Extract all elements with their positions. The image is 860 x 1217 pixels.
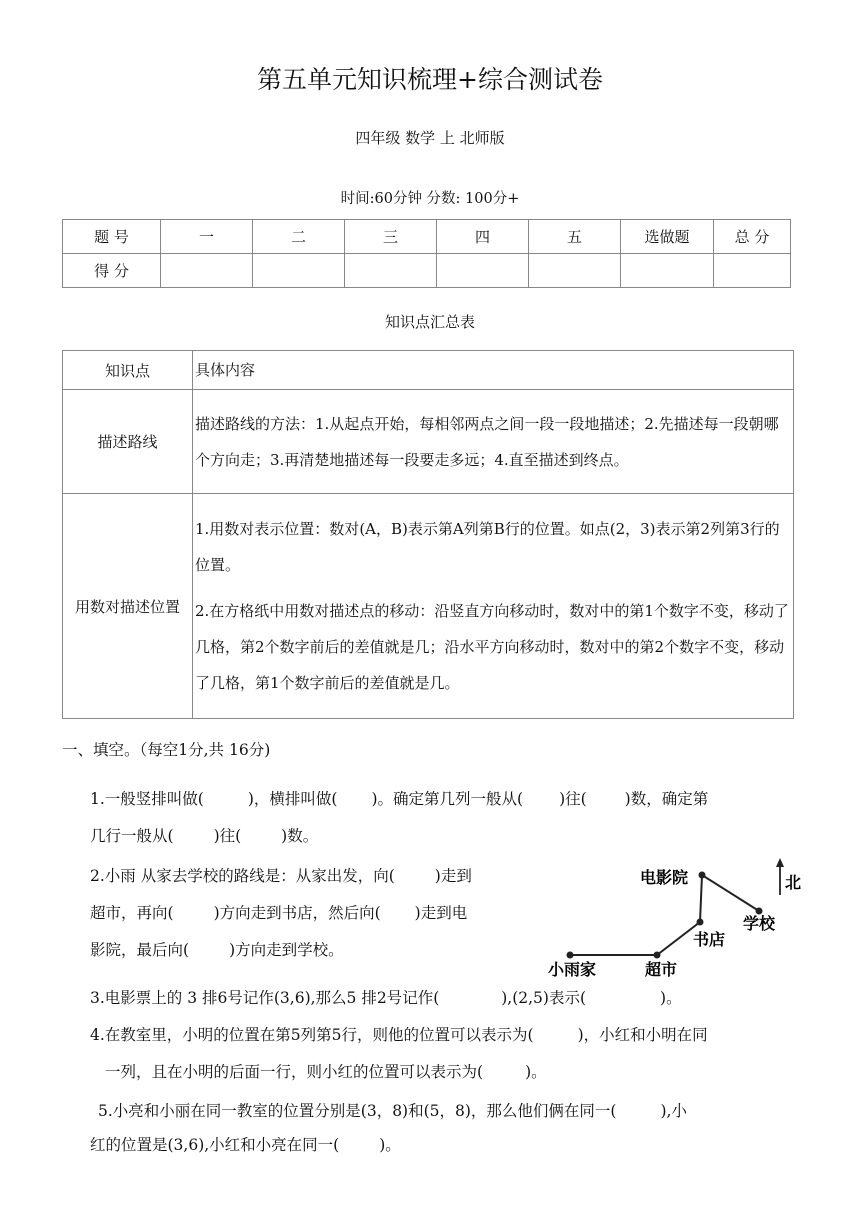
question-text: 红的位置是(3,6),小红和小亮在同一( — [90, 1136, 340, 1154]
question-5-line2 — [90, 1127, 401, 1163]
knowledge-point: 用数对描述位置 — [63, 494, 193, 719]
section-heading: 一、填空。（每空1分,共 16分) — [62, 741, 271, 759]
question-text: 4.在教室里，小明的位置在第5列第5行，则他的位置可以表示为( — [90, 1026, 534, 1044]
score-header-cell: 五 — [529, 220, 621, 254]
score-table — [62, 219, 791, 288]
question-text: )方向走到书店，然后向( — [213, 904, 381, 922]
question-text: ),小 — [660, 1102, 687, 1120]
question-text: 1.一般竖排叫做( — [90, 790, 204, 808]
label-cinema: 电影院 — [640, 868, 689, 887]
score-header-cell: 二 — [253, 220, 345, 254]
time-score-line: 时间:60分钟 分数: 100分+ — [340, 191, 520, 207]
knowledge-content: 描述路线的方法：1.从起点开始，每相邻两点之间一段一段地描述；2.先描述每一段朝哪个方向走；3.再清楚地描述每一段要走多远；4.直至描述到终点。 — [193, 390, 794, 494]
question-1 — [90, 781, 810, 817]
question-4-line2 — [105, 1054, 547, 1090]
knowledge-table-title: 知识点汇总表 — [384, 313, 475, 331]
score-row — [63, 254, 791, 288]
score-header-cell: 四 — [437, 220, 529, 254]
score-header-cell: 题 号 — [63, 220, 161, 254]
score-header-row — [63, 220, 791, 254]
score-cell[interactable] — [529, 254, 621, 288]
score-cell[interactable] — [621, 254, 714, 288]
question-text: 超市，再向( — [90, 904, 174, 922]
score-cell[interactable] — [161, 254, 253, 288]
score-cell[interactable] — [345, 254, 437, 288]
question-2 — [90, 858, 472, 894]
question-2-line3 — [90, 932, 344, 968]
route-map — [545, 855, 810, 985]
label-north: 北 — [785, 873, 802, 892]
content-col-header: 具体内容 — [193, 351, 794, 390]
home-point — [567, 952, 574, 959]
question-text: )走到电 — [414, 904, 468, 922]
question-text: )往( — [559, 790, 587, 808]
knowledge-content — [193, 494, 794, 719]
knowledge-row — [63, 494, 794, 719]
knowledge-table — [62, 350, 794, 719]
score-cell[interactable] — [253, 254, 345, 288]
route-line — [570, 875, 759, 955]
knowledge-content-para: 2.在方格纸中用数对描述点的移动：沿竖直方向移动时，数对中的第1个数字不变，移动了几格，第2个数字前后的差值就是几；沿水平方向移动时，数对中的第2个数字不变，移动了几格，第1个数字前后的差值就是几。 — [195, 602, 789, 692]
page-title: 第五单元知识梳理+综合测试卷 — [257, 65, 603, 94]
question-5 — [98, 1093, 687, 1129]
knowledge-header-row — [63, 351, 794, 390]
score-header-cell: 一 — [161, 220, 253, 254]
question-text: 几行一般从( — [90, 827, 174, 845]
label-bookstore: 书店 — [693, 930, 726, 949]
score-header-cell: 总 分 — [714, 220, 791, 254]
score-cell[interactable] — [714, 254, 791, 288]
question-text: )，横排叫做( — [247, 790, 338, 808]
north-arrow-head-icon — [776, 858, 784, 867]
question-text: )数，确定第 — [624, 790, 709, 808]
question-text: 2.小雨 从家去学校的路线是：从家出发，向( — [90, 867, 395, 885]
score-header-cell: 三 — [345, 220, 437, 254]
question-4 — [90, 1017, 708, 1053]
question-2-line2 — [90, 895, 467, 931]
label-supermarket: 超市 — [645, 960, 678, 979]
question-text: )。确定第几列一般从( — [371, 790, 524, 808]
knowledge-content-para: 1.用数对表示位置：数对(A，B)表示第A列第B行的位置。如点(2，3)表示第2列第3行的位置。 — [195, 520, 780, 574]
knowledge-point: 描述路线 — [63, 390, 193, 494]
question-text: )方向走到学校。 — [229, 941, 344, 959]
knowledge-row — [63, 390, 794, 494]
question-text: )。 — [525, 1063, 547, 1081]
score-row-label: 得 分 — [63, 254, 161, 288]
cinema-point — [699, 872, 706, 879]
question-1-line2 — [90, 818, 318, 854]
question-text: )往( — [213, 827, 242, 845]
question-text: 一列，且在小明的后面一行，则小红的位置可以表示为( — [105, 1063, 484, 1081]
supermarket-point — [654, 952, 661, 959]
knowledge-col-header: 知识点 — [63, 351, 193, 390]
score-cell[interactable] — [437, 254, 529, 288]
question-text: ),(2,5)表示( — [501, 989, 587, 1007]
bookstore-point — [697, 919, 704, 926]
question-text: 3.电影票上的 3 排6号记作(3,6),那么5 排2号记作( — [90, 989, 440, 1007]
label-home: 小雨家 — [548, 960, 597, 979]
question-text: 5.小亮和小丽在同一教室的位置分别是(3，8)和(5，8)，那么他们俩在同一( — [98, 1102, 617, 1120]
question-3 — [90, 980, 682, 1016]
question-text: )数。 — [281, 827, 319, 845]
question-text: )。 — [660, 989, 682, 1007]
subtitle: 四年级 数学 上 北师版 — [355, 129, 505, 147]
label-school: 学校 — [743, 914, 776, 933]
question-text: 影院，最后向( — [90, 941, 190, 959]
question-text: )，小红和小明在同 — [577, 1026, 708, 1044]
score-header-cell: 选做题 — [621, 220, 714, 254]
question-text: )走到 — [434, 867, 472, 885]
question-text: )。 — [379, 1136, 401, 1154]
